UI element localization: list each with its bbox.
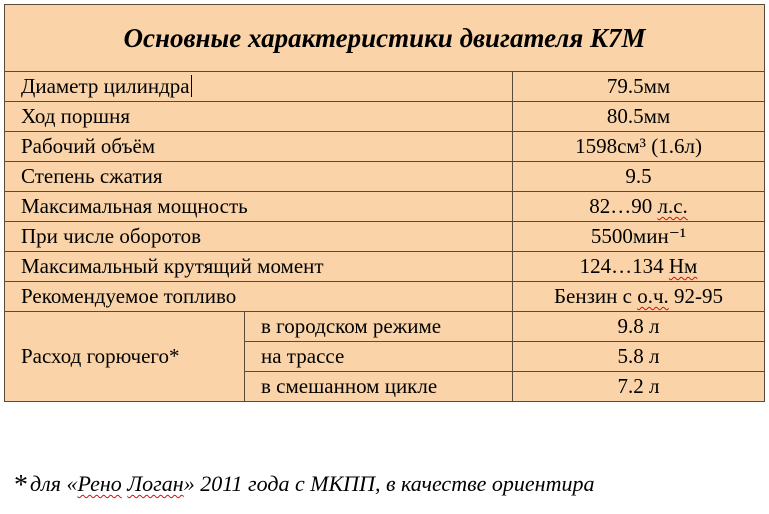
row-value — [513, 282, 765, 312]
consumption-label: Расход горючего* — [5, 312, 245, 402]
mode-value: 9.8 л — [513, 312, 765, 342]
row-label: Ход поршня — [5, 102, 513, 132]
mode-value: 5.8 л — [513, 342, 765, 372]
row-label: Рабочий объём — [5, 132, 513, 162]
table-title: Основные характеристики двигателя K7M — [5, 5, 765, 72]
row-label-text: Диаметр цилиндра — [21, 74, 190, 98]
footnote-text: для « — [30, 471, 78, 496]
mode-label: на трассе — [245, 342, 513, 372]
row-label: Максимальный крутящий момент — [5, 252, 513, 282]
table-row — [5, 102, 765, 132]
mode-value: 7.2 л — [513, 372, 765, 402]
row-value: 1598см³ (1.6л) — [513, 132, 765, 162]
table-row — [5, 162, 765, 192]
table-row — [5, 72, 765, 102]
spellcheck-underlined: л.с. — [657, 194, 688, 218]
row-label: Степень сжатия — [5, 162, 513, 192]
spellcheck-underlined: о.ч. — [637, 284, 669, 308]
spellcheck-underlined: Логан — [127, 471, 184, 496]
spellcheck-underlined: Рено — [77, 471, 122, 496]
spellcheck-underlined: Нм — [668, 254, 698, 278]
value-main: 82…90 — [589, 194, 658, 218]
footnote-asterisk: * — [14, 470, 28, 501]
row-label — [5, 72, 513, 102]
table-row — [5, 312, 765, 342]
text-cursor — [191, 75, 192, 97]
footnote — [14, 470, 594, 502]
value-main: Бензин с — [553, 284, 638, 308]
row-label: Максимальная мощность — [5, 192, 513, 222]
row-label: Рекомендуемое топливо — [5, 282, 513, 312]
mode-label: в городском режиме — [245, 312, 513, 342]
table-row — [5, 282, 765, 312]
engine-specs-table — [4, 4, 765, 402]
row-value — [513, 252, 765, 282]
footnote-text: » 2011 года с МКПП, в качестве ориентира — [183, 471, 595, 496]
row-value: 9.5 — [513, 162, 765, 192]
table-row — [5, 132, 765, 162]
table-row — [5, 222, 765, 252]
table-row — [5, 252, 765, 282]
row-value: 80.5мм — [513, 102, 765, 132]
row-value — [513, 192, 765, 222]
row-value: 5500мин⁻¹ — [513, 222, 765, 252]
row-label: При числе оборотов — [5, 222, 513, 252]
row-value: 79.5мм — [513, 72, 765, 102]
value-tail: 92-95 — [668, 284, 724, 308]
mode-label: в смешанном цикле — [245, 372, 513, 402]
table-row — [5, 192, 765, 222]
value-main: 124…134 — [579, 254, 669, 278]
title-row — [5, 5, 765, 72]
